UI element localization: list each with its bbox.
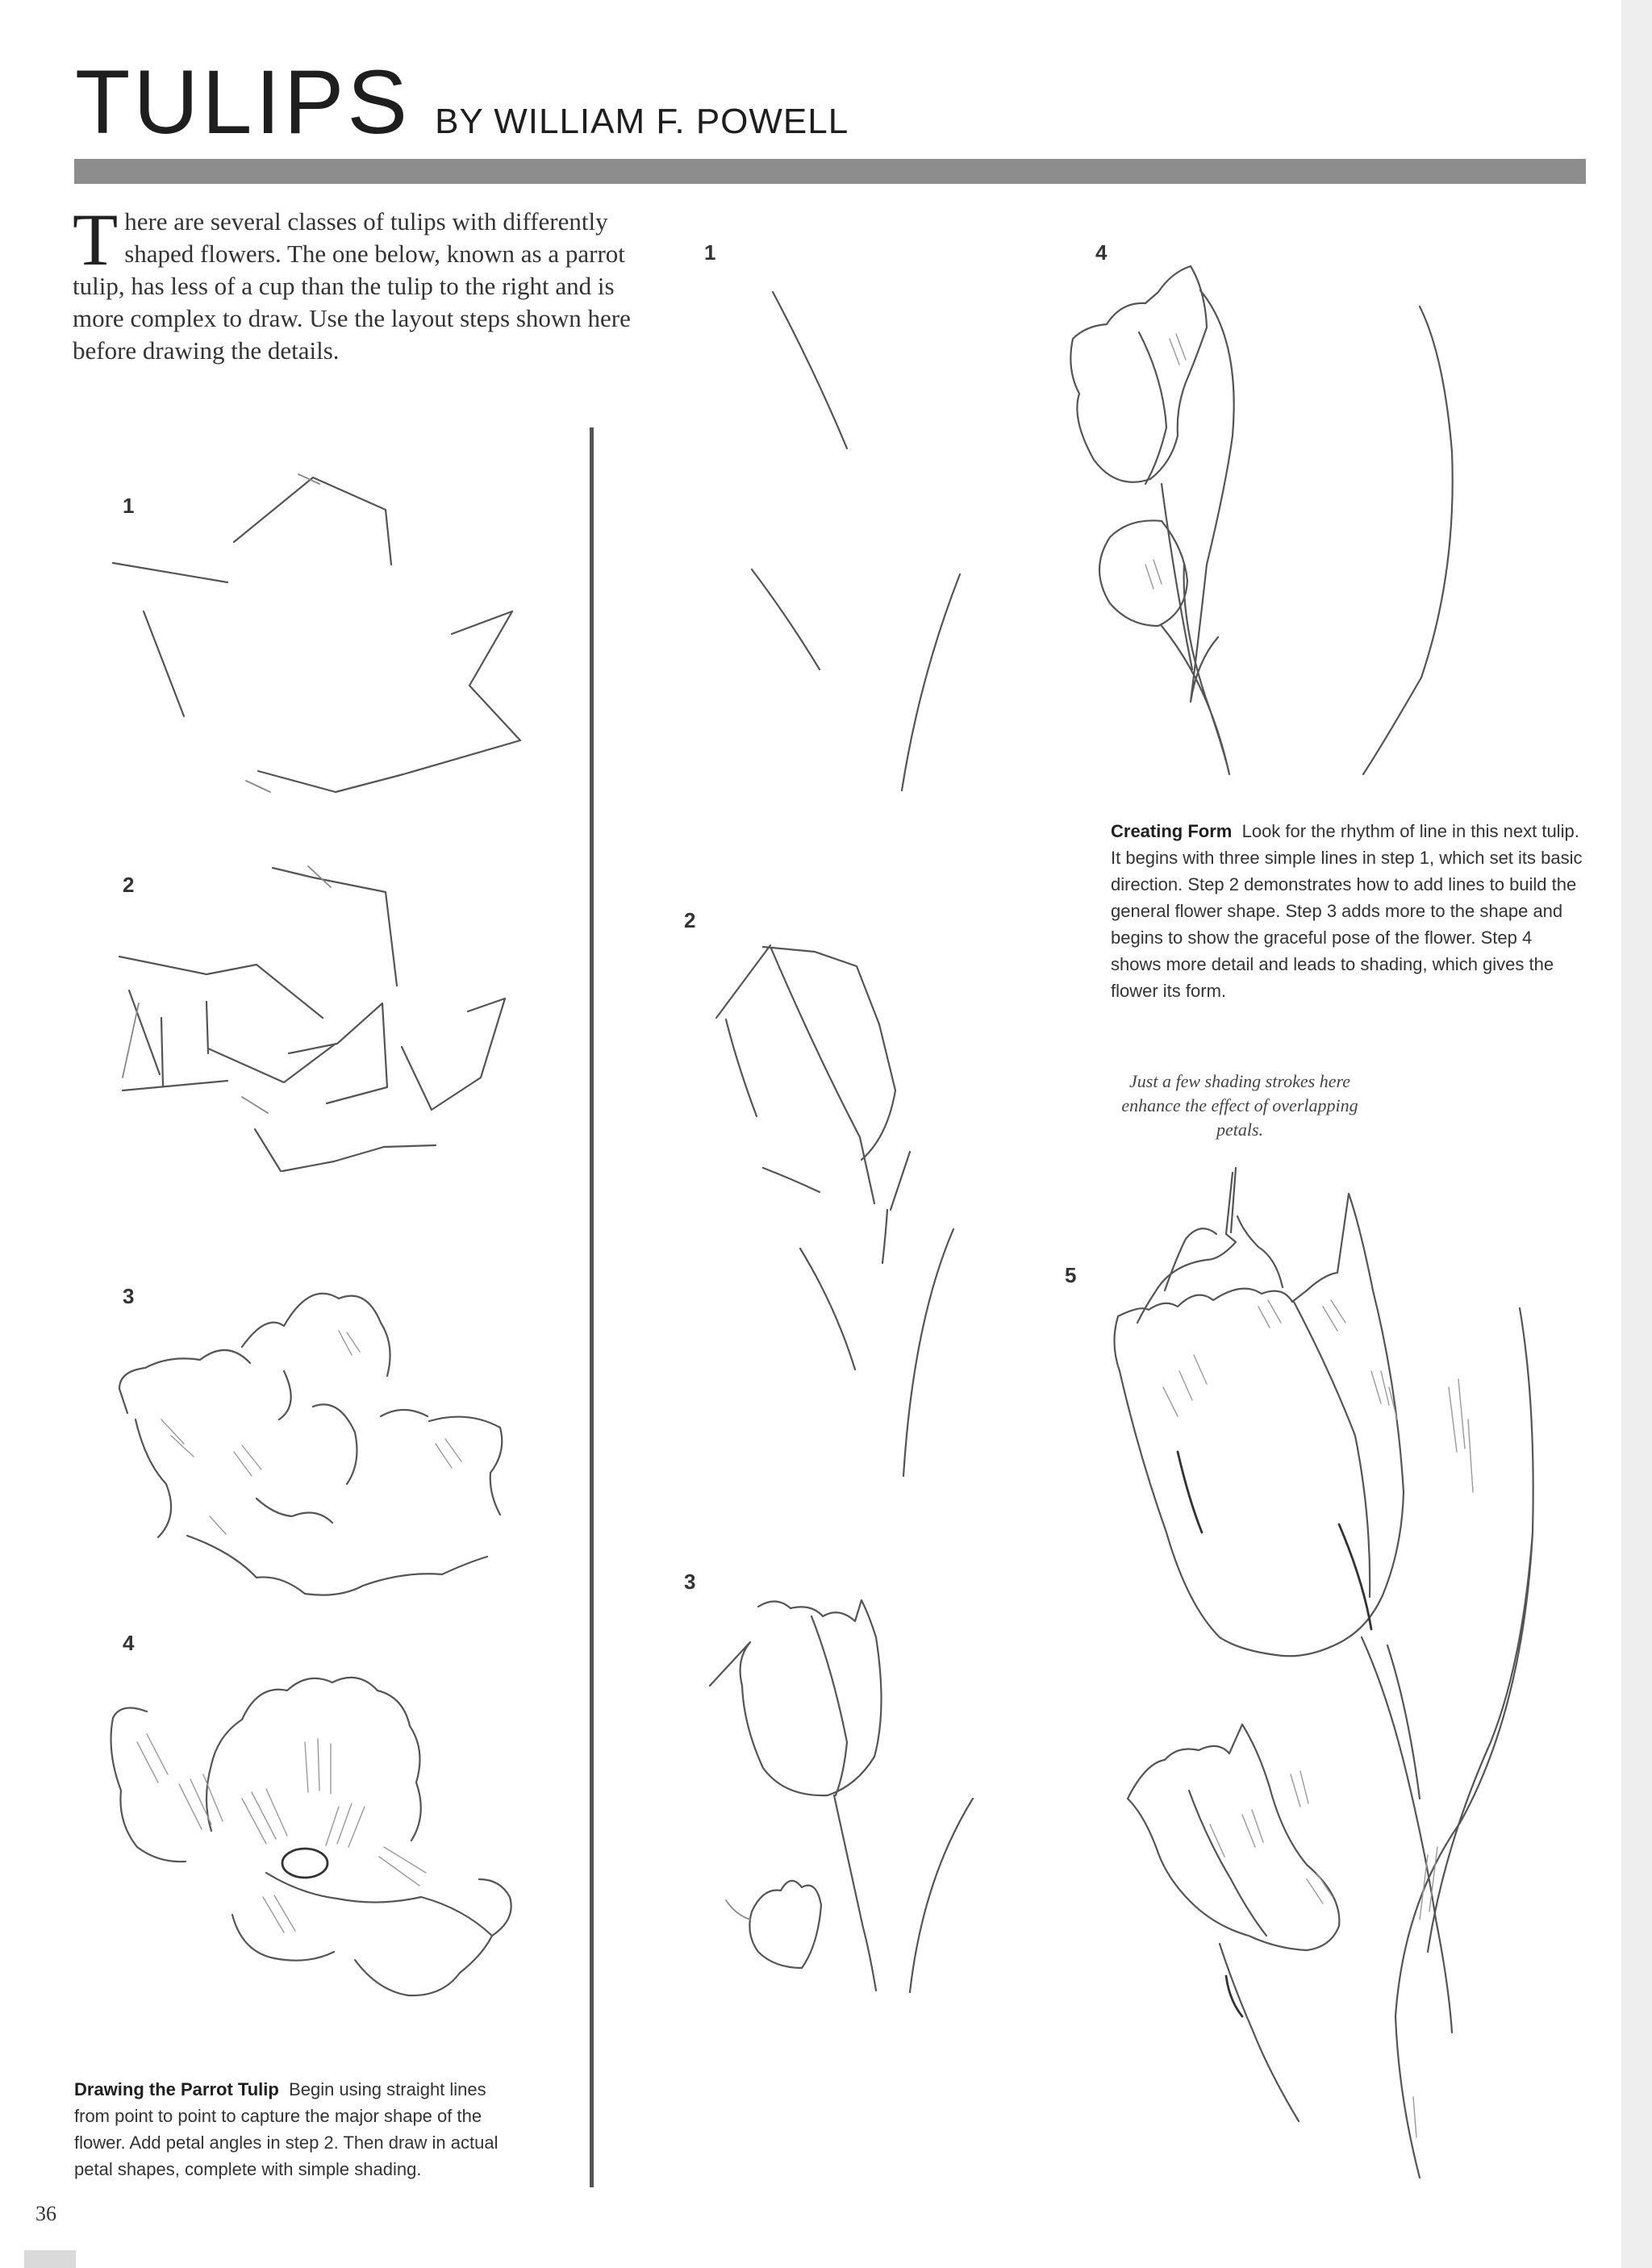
form-tulip-step-1-drawing (752, 292, 960, 790)
form-step-5-label: 5 (1065, 1263, 1077, 1287)
form-step-2-label: 2 (684, 908, 696, 932)
page-number: 36 (35, 2202, 56, 2225)
parrot-tulip-step-4-drawing (111, 1678, 511, 1995)
drop-cap: T (73, 198, 119, 281)
form-tulip-step-5-drawing (1114, 1173, 1533, 2178)
form-tulip-step-3-drawing (710, 1600, 973, 1992)
form-caption-heading: Creating Form (1111, 821, 1233, 841)
form-caption-text: Look for the rhythm of line in this next tulip. It begins with three simple lines in step 1, which set its basic direction. Step 2 demonstrates how to add lines to build the general flower shape. Step 3 adds more to the shape and begins to show the graceful pose of the flower. Step 4 shows more detail and leads to shading, which gives the flower its form. (1111, 821, 1583, 1001)
parrot-caption-heading: Drawing the Parrot Tulip (74, 2079, 279, 2099)
title-byline: BY WILLIAM F. POWELL (435, 102, 849, 141)
parrot-tulip-step-1-drawing (113, 474, 520, 792)
parrot-step-2-label: 2 (123, 873, 135, 897)
parrot-step-3-label: 3 (123, 1284, 135, 1308)
form-step-1-label: 1 (704, 240, 716, 265)
parrot-tulip-step-2-drawing (119, 866, 505, 1171)
parrot-tulip-step-3-drawing (119, 1294, 502, 1595)
form-tulip-step-2-drawing (716, 945, 953, 1476)
parrot-step-1-label: 1 (123, 494, 135, 518)
form-step-3-label: 3 (684, 1570, 696, 1594)
parrot-caption-text: Begin using straight lines from point to point to capture the major shape of the flower. Add petal angles in step 2. Then draw in actual petal shapes, complete with simple shading. (74, 2079, 499, 2179)
form-tulip-step-4-drawing (1070, 266, 1452, 774)
parrot-step-4-label: 4 (123, 1631, 135, 1655)
title-main: TULIPS (75, 52, 411, 152)
form-step-4-label: 4 (1095, 240, 1108, 265)
shading-annotation: Just a few shading strokes here enhance the effect of overlapping petals. (1121, 1071, 1358, 1140)
intro-text: here are several classes of tulips with differently shaped flowers. The one below, known as a parrot tulip, has less of a cup than the tulip to the right and is more complex to draw. Use the layout steps shown here before drawing the details. (73, 207, 631, 365)
